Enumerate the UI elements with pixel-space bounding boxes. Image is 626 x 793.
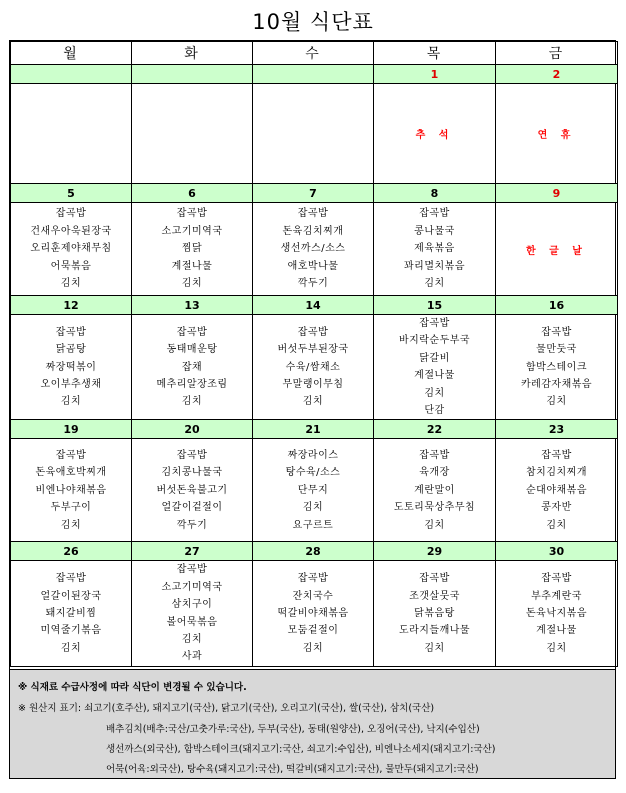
menu-item: 떡갈비야채볶음 [277,607,349,619]
menu-item: 잡곡밥 [541,326,572,338]
menu-item: 바지락순두부국 [398,335,471,347]
menu-item: 돼지갈비찜 [45,607,97,619]
menu-cell [132,203,253,296]
menu-item: 김치 [60,278,82,290]
weeks-body [11,65,618,667]
menu-item: 김치 [302,502,324,514]
holiday-label: 추 석 [374,84,496,184]
date-cell: 30 [496,542,618,561]
menu-item: 제육볶음 [414,243,455,255]
menu-cell [496,315,618,420]
menu-cell [11,84,132,184]
menu-item: 김치 [181,396,203,408]
date-cell: 12 [11,296,132,315]
menu-item: 김치 [302,396,324,408]
menu-item: 김치 [302,642,324,654]
menu-cell [253,561,374,666]
date-cell: 8 [374,184,496,203]
menu-item: 카레감자채볶음 [520,378,593,390]
menu-item: 버섯두부된장국 [277,344,349,356]
menu-item: 미역줄기볶음 [40,625,102,637]
menu-item: 볼어묵볶음 [166,616,218,628]
date-row [11,65,618,84]
menu-item: 짜장떡볶이 [45,361,97,373]
menu-item: 돈육애호박찌개 [35,467,107,479]
menu-row [11,84,618,184]
menu-item: 모둠겉절이 [287,625,339,637]
menu-item: 계절나물 [414,370,455,382]
menu-item: 잡곡밥 [176,326,208,338]
menu-item: 김치 [546,396,567,408]
menu-item: 잡곡밥 [55,326,87,338]
menu-item: 잡곡밥 [176,449,208,461]
date-cell: 28 [253,542,374,561]
date-row [11,542,618,561]
menu-item: 김치 [424,278,445,290]
menu-item: 잡곡밥 [419,573,450,585]
menu-item: 계절나물 [536,625,577,637]
date-cell: 26 [11,542,132,561]
dow-friday: 금 [496,42,618,65]
menu-item: 소고기미역국 [161,581,223,593]
menu-item: 어묵볶음 [50,260,92,272]
menu-item: 단감 [424,405,445,417]
date-cell [11,65,132,84]
menu-item: 동태매운탕 [166,344,218,356]
date-cell [132,65,253,84]
notes-origin-line: 어묵(어육:외국산), 탕수육(돼지고기:국산), 떡갈비(돼지고기:국산), 물만두(돼지고기:국산) [106,764,479,775]
menu-item: 돈육낙지볶음 [526,607,587,619]
dow-monday: 월 [11,42,132,65]
date-cell: 15 [374,296,496,315]
menu-item: 콩나물국 [414,225,455,237]
menu-cell [496,439,618,542]
menu-item: 부추계란국 [531,590,582,602]
menu-item: 도라지들깨나물 [398,625,471,637]
menu-item: 잡채 [181,361,203,373]
date-row [11,420,618,439]
menu-item: 잔치국수 [292,590,334,602]
date-cell: 23 [496,420,618,439]
date-cell: 14 [253,296,374,315]
menu-item: 계란말이 [414,484,455,496]
menu-item: 김치 [546,642,567,654]
menu-item: 두부구이 [50,502,92,514]
menu-row [11,439,618,542]
holiday-label: 한 글 날 [496,203,618,296]
dow-tuesday: 화 [132,42,253,65]
date-cell: 27 [132,542,253,561]
dow-thursday: 목 [374,42,496,65]
menu-item: 비엔나야채볶음 [35,484,107,496]
menu-item: 단무지 [297,484,329,496]
menu-item: 김치 [60,519,82,531]
notes-origin-line: ※ 원산지 표기: 쇠고기(호주산), 돼지고기(국산), 닭고기(국산), 오리고기(국산), 쌀(국산), 삼치(국산) [18,703,435,714]
dow-wednesday: 수 [253,42,374,65]
menu-item: 삼치구이 [171,599,213,611]
menu-item: 김치 [546,519,567,531]
menu-item: 메추리알장조림 [156,378,228,390]
menu-cell [132,84,253,184]
menu-cell [374,203,496,296]
date-cell: 2 [496,65,618,84]
notes-origin-line: 생선까스(외국산), 함박스테이크(돼지고기:국산, 쇠고기:수입산), 비엔나소세지(돼지고기:국산) [106,744,496,755]
menu-item: 무말랭이무침 [282,378,344,390]
menu-item: 잡곡밥 [297,208,329,220]
notes-warning: ※ 식재료 수급사정에 따라 식단이 변경될 수 있습니다. [18,682,247,693]
menu-item: 꽈리멸치볶음 [404,260,465,272]
menu-item: 물만둣국 [536,344,577,356]
menu-item: 김치 [60,642,82,654]
menu-item: 깍두기 [176,519,208,531]
date-cell: 5 [11,184,132,203]
menu-item: 김치 [424,642,445,654]
menu-cell [11,439,132,542]
date-cell: 29 [374,542,496,561]
menu-item: 김치 [181,278,203,290]
date-cell: 7 [253,184,374,203]
menu-table [10,41,618,667]
menu-item: 육개장 [419,467,450,479]
notes-panel [10,669,615,778]
menu-cell [132,561,253,666]
menu-item: 오리훈제야채무침 [30,243,112,255]
date-cell: 9 [496,184,618,203]
menu-item: 참치김치찌개 [526,467,587,479]
menu-row [11,315,618,420]
notes-origin-line: 배추김치(배추:국산/고춧가루:국산), 두부(국산), 동태(원양산), 오징어(국산), 낙지(수입산) [106,724,480,735]
menu-item: 조갯살뭇국 [409,590,460,602]
date-cell: 6 [132,184,253,203]
menu-item: 수육/쌈채소 [285,361,341,373]
menu-item: 짜장라이스 [287,449,339,461]
menu-item: 잡곡밥 [419,208,450,220]
menu-cell [496,561,618,666]
holiday-label: 연 휴 [496,84,618,184]
date-cell: 16 [496,296,618,315]
date-cell: 20 [132,420,253,439]
menu-cell [374,439,496,542]
menu-cell [253,315,374,420]
date-cell: 1 [374,65,496,84]
date-cell [253,65,374,84]
menu-item: 잡곡밥 [176,208,208,220]
menu-item: 잡곡밥 [541,573,572,585]
menu-item: 도토리묵상추무침 [393,502,476,514]
menu-row [11,561,618,666]
menu-item: 닭곰탕 [55,344,87,356]
menu-item: 콩자반 [541,502,572,514]
menu-item: 계절나물 [171,260,213,272]
menu-cell [11,203,132,296]
menu-cell [132,439,253,542]
menu-row [11,203,618,296]
menu-item: 찜닭 [181,243,203,255]
menu-item: 함박스테이크 [526,361,587,373]
menu-item: 돈육김치찌개 [282,225,344,237]
date-cell: 21 [253,420,374,439]
menu-item: 순대야채볶음 [526,484,587,496]
menu-cell [374,315,496,420]
menu-item: 잡곡밥 [419,449,450,461]
menu-item: 잡곡밥 [55,208,87,220]
menu-item: 닭갈비 [419,352,450,364]
menu-cell [253,203,374,296]
menu-item: 요구르트 [292,519,334,531]
menu-cell [374,561,496,666]
menu-item: 김치 [60,396,82,408]
menu-item: 김치 [424,519,445,531]
menu-item: 잡곡밥 [541,449,572,461]
menu-item: 얼갈이겉절이 [161,502,223,514]
menu-item: 잡곡밥 [55,573,87,585]
page-title: 10월 식단표 [252,10,374,34]
menu-item: 잡곡밥 [55,449,87,461]
date-cell: 13 [132,296,253,315]
menu-item: 생선까스/소스 [280,243,346,255]
menu-cell [253,84,374,184]
menu-item: 건새우아욱된장국 [30,225,112,237]
menu-cell [11,315,132,420]
menu-item: 버섯돈육불고기 [156,484,228,496]
menu-item: 김치 [181,634,203,646]
menu-item: 깍두기 [297,278,329,290]
menu-cell [11,561,132,666]
menu-sheet [9,40,616,779]
menu-item: 탕수육/소스 [285,467,341,479]
menu-item: 닭볶음탕 [414,607,455,619]
date-cell: 22 [374,420,496,439]
menu-item: 얼갈이된장국 [40,590,102,602]
day-of-week-header-row [11,42,618,65]
menu-item: 잡곡밥 [297,573,329,585]
menu-cell [253,439,374,542]
menu-item: 잡곡밥 [419,318,450,329]
menu-item: 오이부추생채 [40,378,102,390]
date-row [11,184,618,203]
menu-item: 잡곡밥 [176,564,208,576]
date-cell: 19 [11,420,132,439]
menu-cell [132,315,253,420]
menu-item: 사과 [181,651,203,663]
menu-item: 애호박나물 [287,260,339,272]
date-row [11,296,618,315]
menu-item: 소고기미역국 [161,225,223,237]
menu-item: 김치콩나물국 [161,467,223,479]
menu-item: 잡곡밥 [297,326,329,338]
menu-item: 김치 [424,387,445,399]
